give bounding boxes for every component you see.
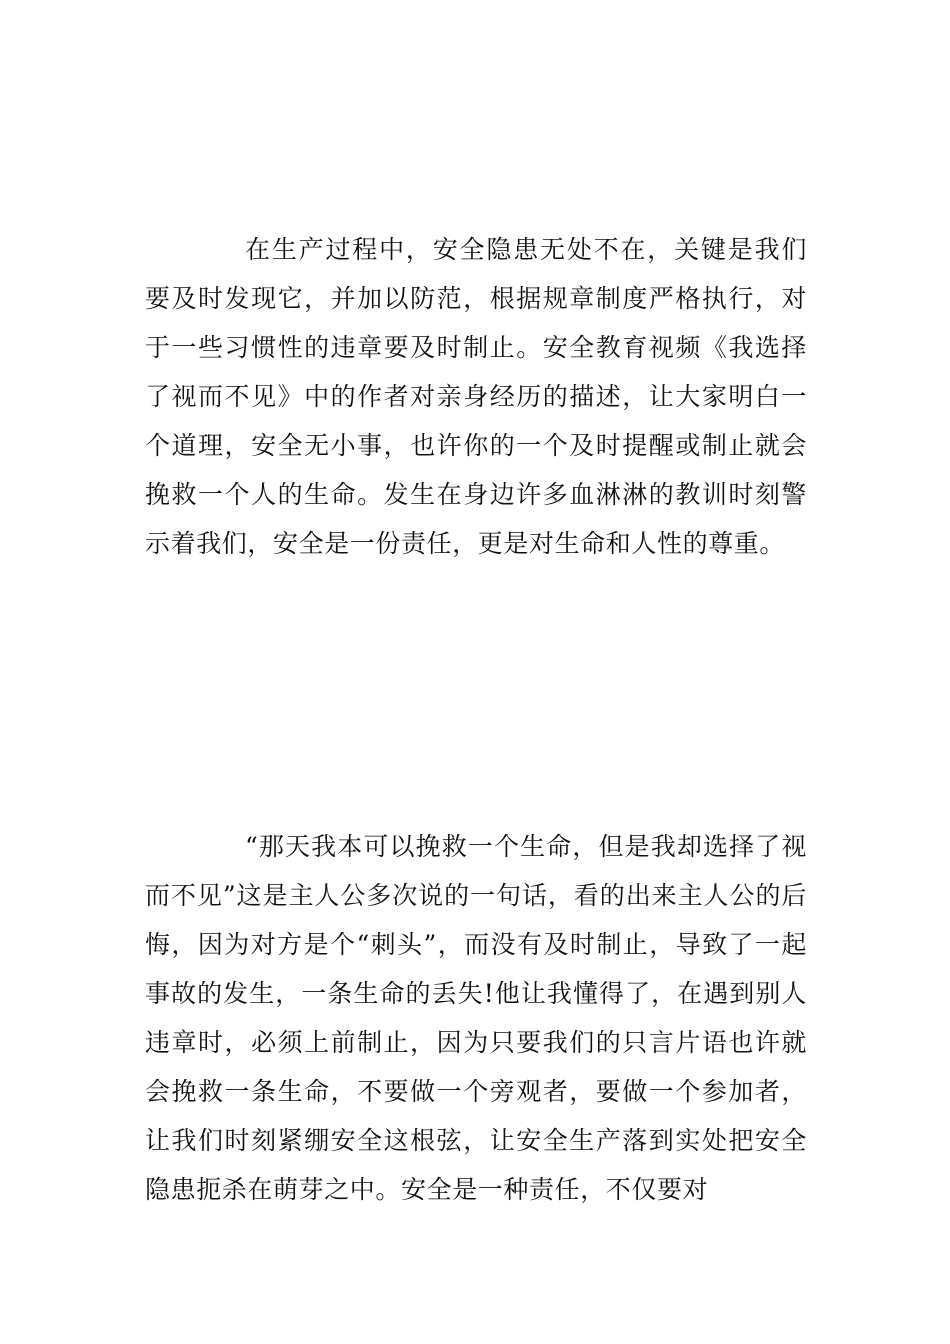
paragraph-2: “那天我本可以挽救一个生命，但是我却选择了视而不见”这是主人公多次说的一句话，看的出来主人公的后悔，因为对方是个“刺头”，而没有及时制止，导致了一起事故的发生，一条生命的丢失!他让我懂得了，在遇到别人违章时，必须上前制止，因为只要我们的只言片语也许就会挽救一条生命，不要做一个旁观者，要做一个参加者，让我们时刻紧绷安全这根弦，让安全生产落到实处把安全隐患扼杀在萌芽之中。安全是一种责任，不仅要对 — [145, 832, 807, 1204]
paragraph-1: 在生产过程中，安全隐患无处不在，关键是我们要及时发现它，并加以防范，根据规章制度严格执行，对于一些习惯性的违章要及时制止。安全教育视频《我选择了视而不见》中的作者对亲身经历的描述，让大家明白一个道理，安全无小事，也许你的一个及时提醒或制止就会挽救一个人的生命。发生在身边许多血淋淋的教训时刻警示着我们，安全是一份责任，更是对生命和人性的尊重。 — [145, 235, 807, 558]
